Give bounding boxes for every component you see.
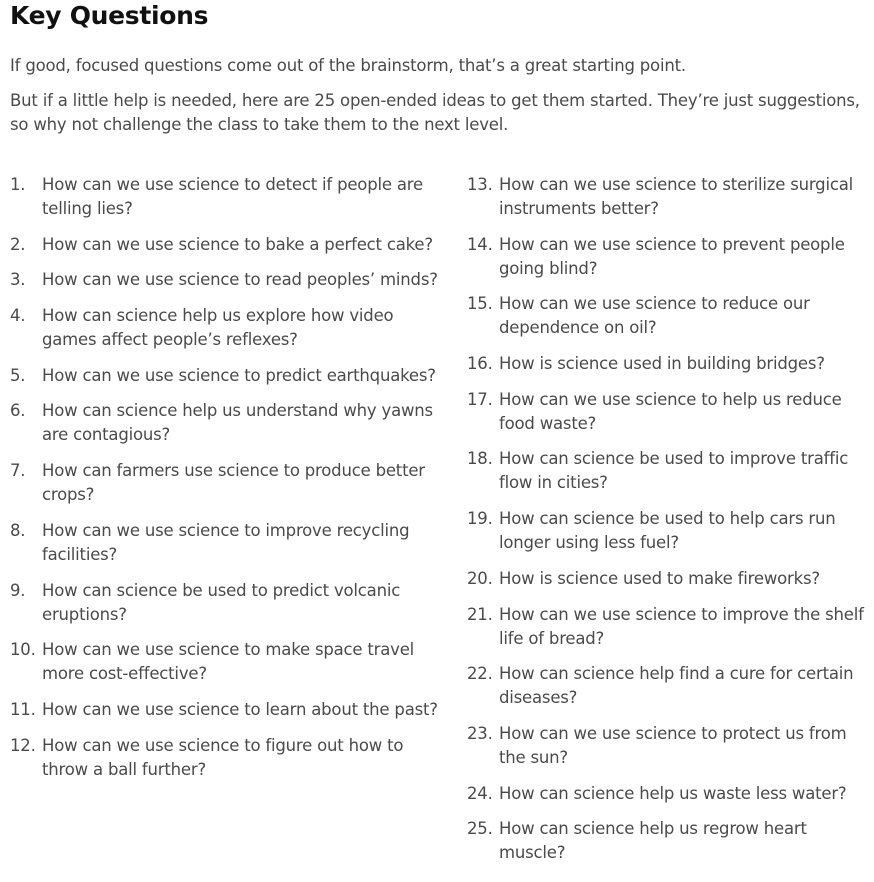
question-item — [10, 459, 440, 507]
question-text: How can we use science to figure out how to throw a ball further? — [42, 735, 404, 779]
question-number: 17. — [467, 389, 493, 409]
question-number: 23. — [467, 723, 493, 743]
question-text: How can we use science to prevent people going blind? — [499, 234, 845, 278]
question-number: 25. — [467, 819, 493, 839]
question-text: How can we use science to improve the shelf life of bread? — [499, 604, 864, 648]
question-number: 13. — [467, 175, 493, 194]
question-number: 22. — [467, 664, 493, 684]
question-item — [10, 304, 440, 352]
question-item — [10, 734, 440, 782]
question-item — [10, 579, 440, 627]
question-text: How can we use science to sterilize surgical instruments better? — [499, 175, 853, 218]
question-number: 4. — [10, 306, 26, 326]
question-number: 20. — [467, 568, 493, 588]
question-item — [467, 507, 874, 555]
question-number: 11. — [10, 699, 36, 719]
question-number: 9. — [10, 580, 26, 600]
question-item — [467, 292, 874, 340]
question-text: How can science be used to help cars run longer using less fuel? — [499, 509, 836, 553]
question-number: 19. — [467, 509, 493, 529]
question-number: 5. — [10, 365, 26, 385]
question-text: How can farmers use science to produce better crops? — [42, 461, 425, 505]
intro-paragraph-2: But if a little help is needed, here are 25 open-ended ideas to get them started. They’re just suggestions, so why not challenge the class to take them to the next level. — [10, 91, 860, 134]
question-text: How can we use science to make space travel more cost-effective? — [42, 640, 415, 684]
question-text: How can science be used to improve traffic flow in cities? — [499, 449, 849, 493]
question-text: How can we use science to reduce our dependence on oil? — [499, 294, 810, 338]
question-item — [10, 364, 440, 388]
question-text: How can we use science to improve recycling facilities? — [42, 520, 410, 564]
question-item — [10, 233, 440, 257]
question-text: How can we use science to learn about the past? — [42, 699, 438, 719]
question-item — [467, 722, 874, 770]
question-item — [467, 662, 874, 710]
question-text: How is science used to make fireworks? — [499, 568, 820, 588]
questions-column-left — [10, 173, 440, 793]
question-number: 21. — [467, 604, 493, 624]
question-item — [467, 173, 874, 221]
question-item — [467, 352, 874, 376]
question-text: How can science help us explore how video games affect people’s reflexes? — [42, 306, 394, 350]
question-item — [467, 817, 874, 865]
question-text: How can science help find a cure for certain diseases? — [499, 664, 854, 708]
question-number: 18. — [467, 449, 493, 469]
question-item — [10, 173, 440, 221]
question-text: How can we use science to help us reduce food waste? — [499, 389, 842, 433]
question-number: 3. — [10, 270, 26, 290]
question-text: How can we use science to bake a perfect cake? — [42, 234, 433, 254]
question-item — [467, 567, 874, 591]
question-number: 6. — [10, 401, 26, 421]
question-number: 24. — [467, 783, 493, 803]
question-text: How can we use science to predict earthquakes? — [42, 365, 436, 385]
question-text: How can science be used to predict volcanic eruptions? — [42, 580, 401, 624]
question-number: 10. — [10, 640, 36, 660]
question-number: 2. — [10, 234, 26, 254]
question-number: 16. — [467, 354, 493, 374]
question-text: How can science help us regrow heart muscle? — [499, 819, 807, 863]
question-text: How can science help us waste less water? — [499, 783, 847, 803]
question-item — [467, 388, 874, 436]
question-text: How can we use science to detect if people are telling lies? — [42, 175, 423, 218]
question-text: How can we use science to protect us from the sun? — [499, 723, 847, 767]
question-number: 1. — [10, 175, 26, 194]
question-number: 12. — [10, 735, 36, 755]
question-number: 8. — [10, 520, 26, 540]
question-item — [467, 782, 874, 806]
question-item — [10, 268, 440, 292]
question-text: How can science help us understand why yawns are contagious? — [42, 401, 433, 445]
question-number: 14. — [467, 234, 493, 254]
question-item — [467, 447, 874, 495]
question-text: How is science used in building bridges? — [499, 354, 825, 374]
question-item — [10, 519, 440, 567]
question-number: 15. — [467, 294, 493, 314]
question-item — [10, 399, 440, 447]
question-item — [467, 233, 874, 281]
question-item — [10, 698, 440, 722]
question-item — [10, 638, 440, 686]
intro-paragraph-1: If good, focused questions come out of the brainstorm, that’s a great starting point. — [10, 56, 686, 75]
question-number: 7. — [10, 461, 26, 481]
question-text: How can we use science to read peoples’ minds? — [42, 270, 438, 290]
question-item — [467, 603, 874, 651]
questions-column-right — [467, 173, 874, 877]
page-title: Key Questions — [10, 1, 209, 30]
